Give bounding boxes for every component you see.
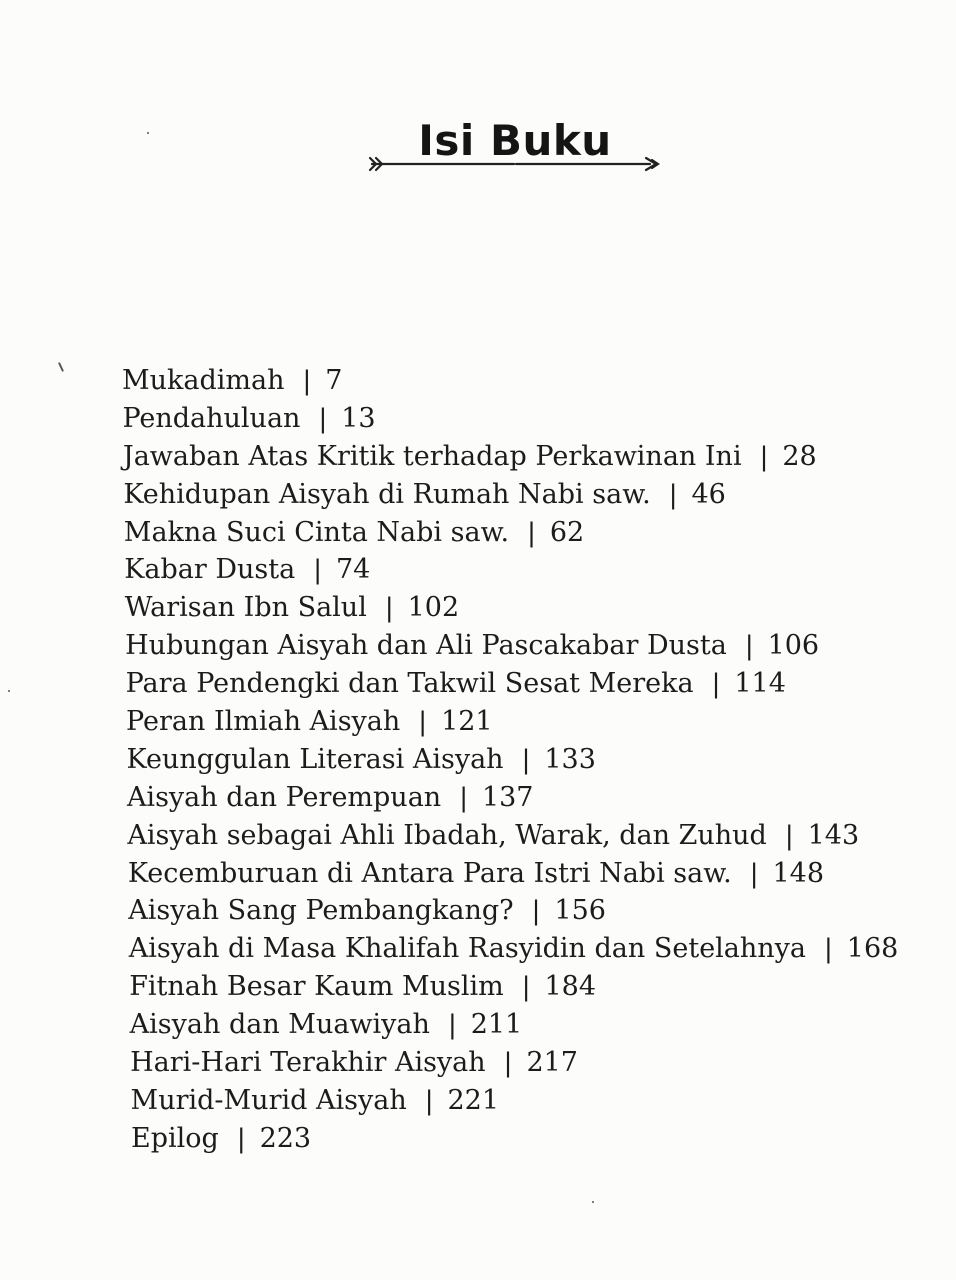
toc-separator: | (447, 1010, 457, 1041)
toc-entry (122, 400, 898, 438)
toc-entry-title: Aisyah dan Perempuan (126, 781, 442, 813)
toc-page-number: 114 (734, 668, 786, 700)
toc-entry-title: Pendahuluan (122, 402, 301, 434)
toc-separator: | (668, 479, 678, 510)
toc-entry (128, 855, 899, 893)
toc-entry (126, 703, 898, 741)
print-speck (147, 132, 149, 134)
toc-page-number: 28 (782, 440, 817, 472)
toc-entry (127, 741, 899, 779)
toc-entry-title: Peran Ilmiah Aisyah (126, 706, 401, 738)
toc-entry (126, 665, 899, 703)
toc-page-number: 168 (846, 933, 899, 965)
toc-separator: | (318, 403, 328, 434)
toc-separator: | (521, 972, 531, 1003)
toc-entry (127, 779, 898, 817)
toc-entry (128, 892, 898, 930)
toc-entry-title: Jawaban Atas Kritik terhadap Perkawinan Ini (122, 440, 742, 472)
toc-entry-title: Kecemburuan di Antara Para Istri Nabi saw. (127, 857, 732, 889)
toc-entry-title: Epilog (131, 1122, 219, 1154)
toc-entry-title: Fitnah Besar Kaum Muslim (129, 971, 504, 1003)
toc-separator: | (711, 669, 721, 700)
toc-page-number: 62 (549, 516, 585, 548)
toc-entry-title: Keunggulan Literasi Aisyah (126, 743, 504, 775)
toc-page-number: 156 (554, 895, 606, 927)
toc-separator: | (459, 782, 468, 813)
toc-separator: | (759, 441, 769, 472)
toc-entry-title: Kehidupan Aisyah di Rumah Nabi saw. (123, 478, 651, 510)
toc-separator: | (521, 744, 531, 775)
toc-separator: | (749, 858, 759, 889)
table-of-contents (122, 362, 898, 1158)
toc-entry-title: Aisyah Sang Pembangkang? (128, 895, 514, 927)
toc-separator: | (527, 517, 536, 548)
toc-entry-title: Kabar Dusta (124, 554, 296, 586)
page-title: Isi Buku (418, 116, 612, 166)
toc-page-number: 121 (441, 706, 493, 738)
toc-page-number: 223 (259, 1122, 312, 1154)
toc-separator: | (784, 820, 794, 851)
toc-separator: | (384, 593, 394, 624)
toc-page-number: 221 (447, 1084, 500, 1116)
toc-page-number: 133 (544, 743, 596, 775)
toc-page-number: 102 (407, 592, 460, 624)
toc-page-number: 74 (336, 554, 371, 586)
toc-separator: | (313, 555, 322, 586)
toc-entry (123, 438, 898, 476)
toc-entry (131, 1120, 898, 1158)
toc-entry-title: Aisyah dan Muawiyah (129, 1009, 430, 1041)
toc-entry-title: Aisyah sebagai Ahli Ibadah, Warak, dan Zuhud (127, 819, 767, 851)
toc-page-number: 148 (772, 857, 825, 889)
toc-page-number: 13 (341, 402, 376, 434)
toc-entry (130, 1006, 899, 1044)
toc-entry-title: Para Pendengki dan Takwil Sesat Mereka (125, 668, 694, 700)
toc-entry-title: Warisan Ibn Salul (124, 592, 367, 624)
toc-entry (124, 514, 899, 552)
toc-page-number: 46 (691, 478, 726, 510)
toc-page-number: 217 (526, 1047, 578, 1079)
toc-page-number: 184 (544, 971, 597, 1003)
toc-separator: | (236, 1123, 246, 1154)
toc-page-number: 7 (325, 365, 343, 396)
toc-separator: | (503, 1048, 513, 1079)
print-speck (592, 1201, 594, 1203)
toc-entry (129, 968, 898, 1006)
toc-separator: | (302, 366, 312, 396)
toc-entry-title: Aisyah di Masa Khalifah Rasyidin dan Setelahnya (128, 933, 807, 965)
toc-entry (131, 1082, 899, 1120)
toc-page-number: 137 (481, 781, 534, 813)
toc-page-number: 106 (767, 630, 820, 662)
toc-entry-title: Hari-Hari Terakhir Aisyah (130, 1047, 486, 1079)
toc-entry-title: Hubungan Aisyah dan Ali Pascakabar Dusta (125, 630, 727, 662)
toc-separator: | (418, 707, 428, 738)
toc-entry (127, 817, 898, 855)
arrow-divider-icon (366, 154, 662, 174)
toc-separator: | (744, 631, 754, 662)
toc-separator: | (531, 896, 541, 927)
toc-entry (130, 1044, 898, 1082)
toc-entry-title: Makna Suci Cinta Nabi saw. (123, 516, 510, 548)
toc-entry (129, 930, 899, 968)
print-speck (58, 362, 64, 372)
toc-entry (124, 551, 898, 589)
toc-page-number: 211 (470, 1009, 523, 1041)
print-speck (8, 690, 10, 692)
toc-separator: | (824, 934, 833, 965)
toc-page-number: 143 (807, 819, 860, 851)
toc-entry-title: Murid-Murid Aisyah (130, 1084, 407, 1116)
toc-entry (125, 589, 899, 627)
toc-entry (122, 362, 898, 400)
toc-entry-title: Mukadimah (122, 365, 285, 396)
toc-entry (123, 476, 898, 514)
toc-entry (125, 627, 898, 665)
toc-separator: | (424, 1085, 434, 1116)
